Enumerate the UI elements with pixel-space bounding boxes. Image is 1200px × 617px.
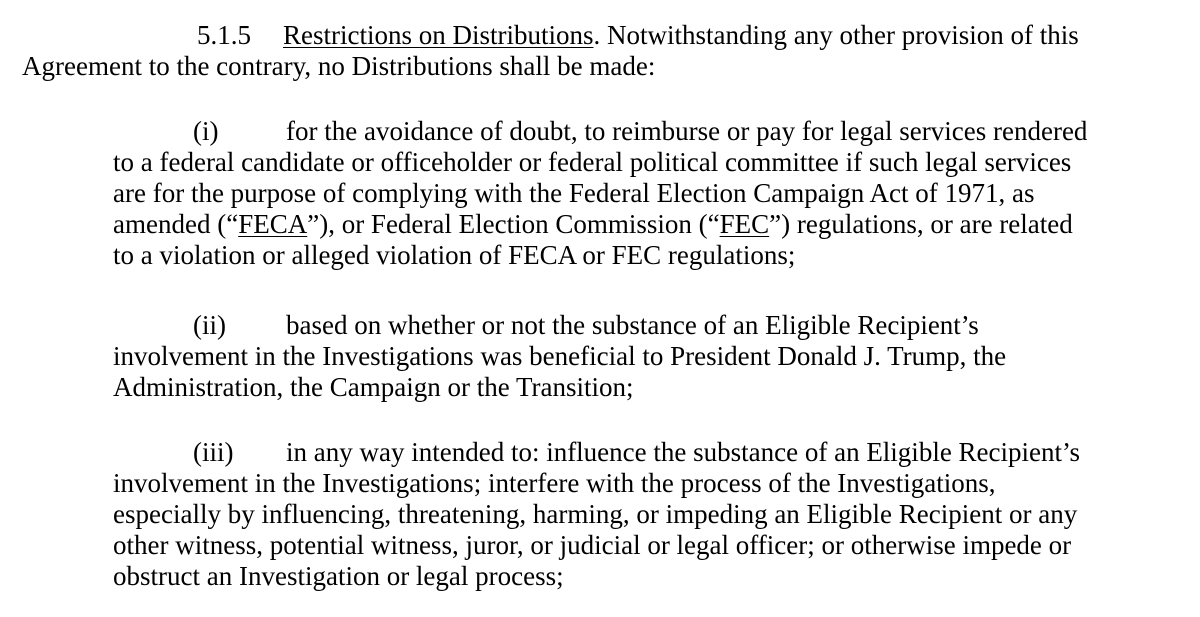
clause-numeral: (ii) [193,310,226,340]
section-intro-line-1 [22,20,1182,51]
clause-line: involvement in the Investigations was beneficial to President Donald J. Trump, the [113,341,1007,371]
clause-text: for the avoidance of doubt, to reimburse or pay for legal services rendered [286,116,1088,146]
clause-line: especially by influencing, threatening, harming, or impeding an Eligible Recipient or any [113,499,1078,529]
section-heading [22,20,1182,82]
clause-line: involvement in the Investigations; interfere with the process of the Investigations, [113,468,996,498]
clause-text: based on whether or not the substance of an Eligible Recipient’s [286,310,979,340]
section-title: Restrictions on Distributions [283,20,594,50]
clause-i [113,116,1153,271]
clause-ii [113,310,1153,403]
clause-line [113,310,1153,341]
clause-iii [113,437,1153,592]
defined-term-feca: FECA [238,209,308,239]
section-number: 5.1.5 [197,20,251,50]
clause-numeral: (iii) [193,437,234,467]
defined-term-fec: FEC [719,209,770,239]
clause-line: other witness, potential witness, juror, or judicial or legal officer; or otherwise impede or [113,530,1072,560]
section-intro-line-2: Agreement to the contrary, no Distributions shall be made: [22,51,656,81]
clause-text: in any way intended to: influence the substance of an Eligible Recipient’s [286,437,1081,467]
clause-text: ”), or Federal Election Commission (“ [307,209,720,239]
clause-line: to a violation or alleged violation of FECA or FEC regulations; [113,240,796,270]
clause-numeral: (i) [193,116,219,146]
clause-line: to a federal candidate or officeholder or federal political committee if such legal services [113,147,1072,177]
section-intro-text: . Notwithstanding any other provision of this [593,20,1079,50]
clause-line: obstruct an Investigation or legal process; [113,561,564,591]
clause-line [113,209,1153,240]
clause-line [113,437,1153,468]
clause-line: Administration, the Campaign or the Transition; [113,372,634,402]
clause-line: are for the purpose of complying with the Federal Election Campaign Act of 1971, as [113,178,1035,208]
clause-line [113,116,1153,147]
clause-text: ”) regulations, or are related [769,209,1073,239]
clause-text: amended (“ [113,209,239,239]
